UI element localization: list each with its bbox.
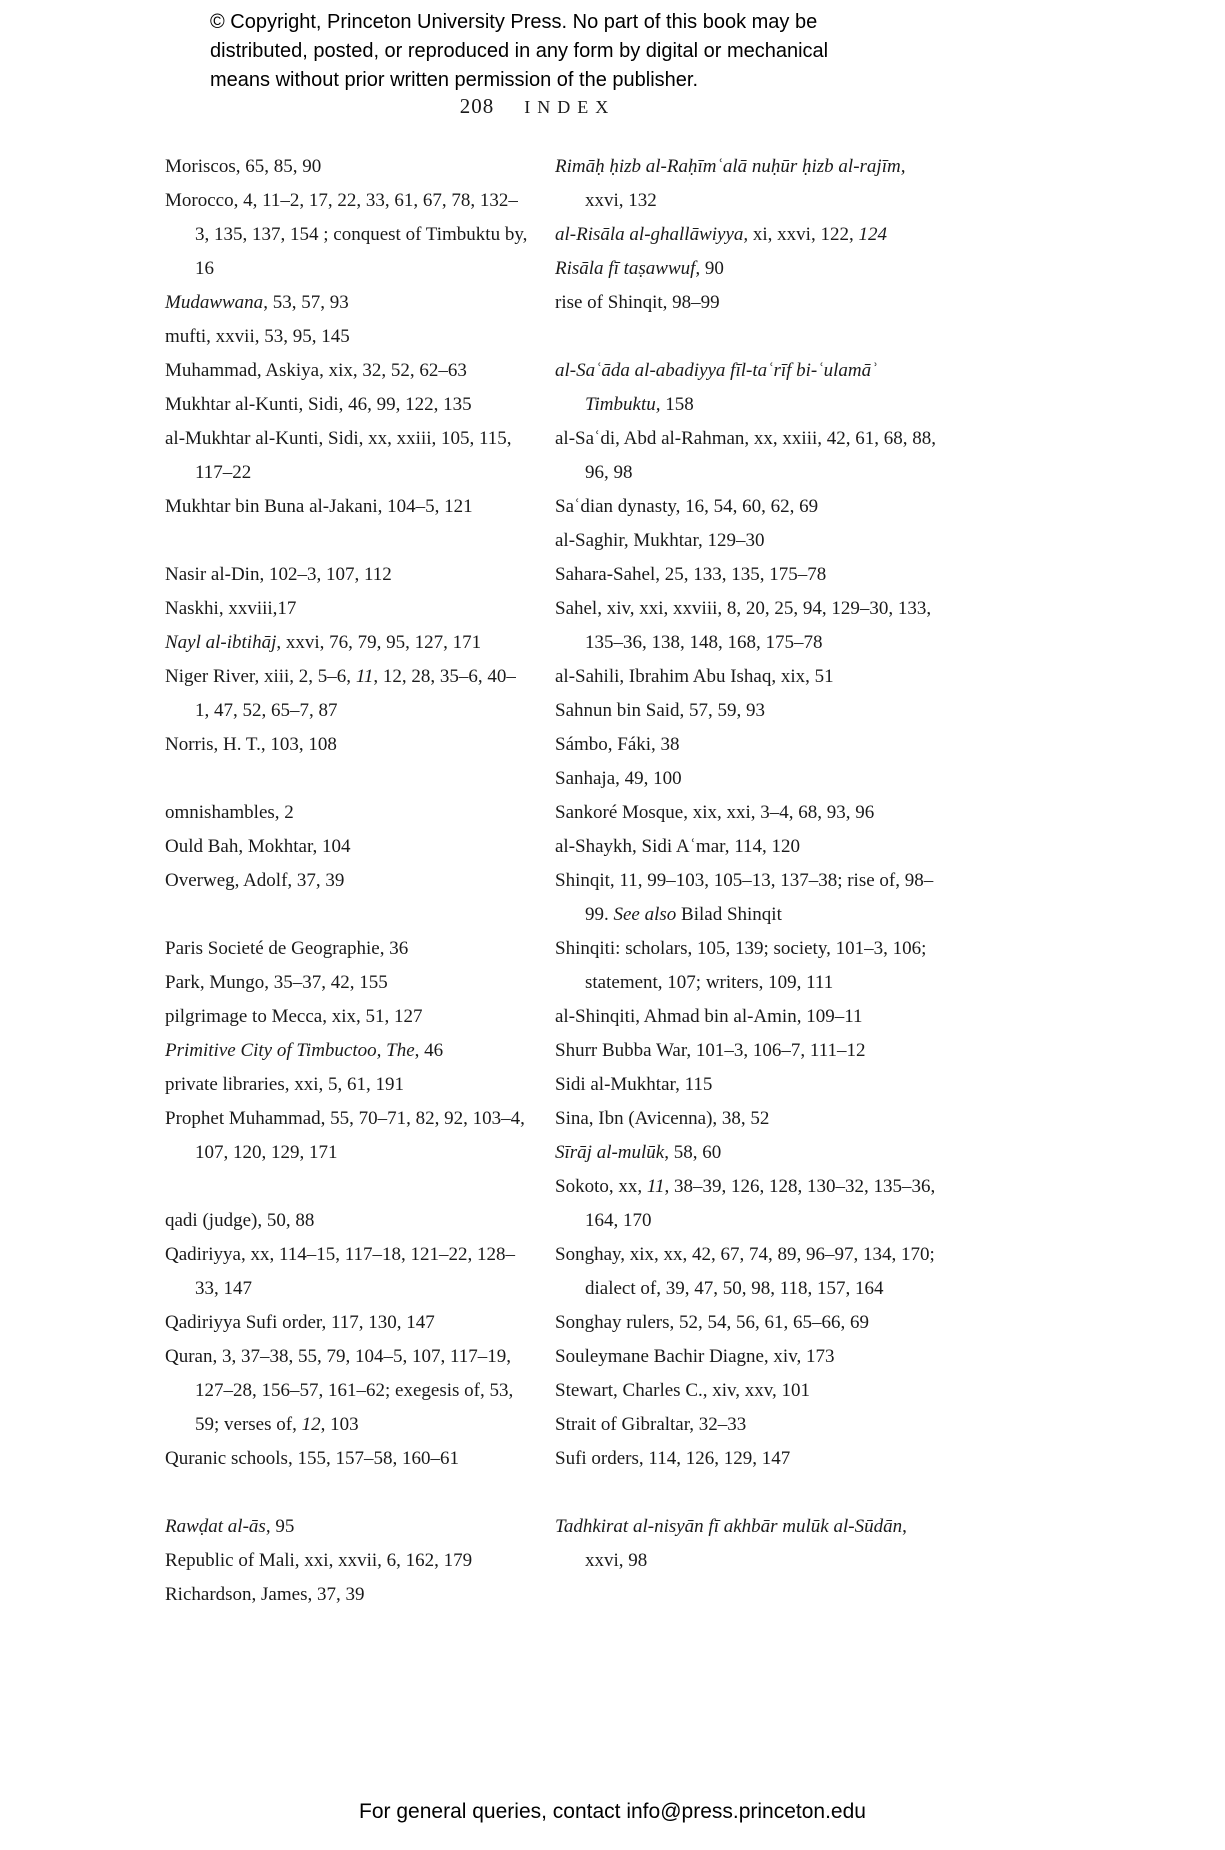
index-entry	[165, 1340, 530, 1442]
index-entry	[555, 1340, 940, 1374]
entry-segment: , 38–39, 126, 128, 130–32, 135–36, 164, 170	[585, 1176, 936, 1231]
copyright-notice	[210, 8, 910, 95]
entry-segment-italic: See also	[613, 904, 677, 925]
entry-segment: Mukhtar al-Kunti, Sidi, 46, 99, 122, 135	[165, 394, 472, 415]
entry-segment: , xxvi, 76, 79, 95, 127, 171	[276, 632, 482, 653]
entry-segment: al-Saʿdi, Abd al-Rahman, xx, xxiii, 42, 61, 68, 88, 96, 98	[555, 428, 937, 483]
entry-segment-italic: Nayl al-ibtihāj	[165, 632, 277, 653]
entry-segment: Richardson, James, 37, 39	[165, 1584, 365, 1605]
index-entry	[165, 1102, 530, 1170]
index-entry	[555, 558, 940, 592]
entry-segment: Naskhi, xxviii,17	[165, 598, 297, 619]
entry-segment: xxvi, 132	[585, 190, 657, 211]
entry-segment: Sidi al-Mukhtar, 115	[555, 1074, 713, 1095]
entry-segment-italic: 11	[355, 666, 374, 687]
index-entry	[555, 830, 940, 864]
entry-segment: Sahnun bin Said, 57, 59, 93	[555, 700, 766, 721]
index-entry	[555, 694, 940, 728]
index-heading: INDEX	[524, 97, 616, 117]
index-entry	[165, 1544, 530, 1578]
index-entry	[555, 1306, 940, 1340]
index-entry	[165, 1442, 530, 1476]
entry-segment: Shurr Bubba War, 101–3, 106–7, 111–12	[555, 1040, 866, 1061]
index-entry	[555, 150, 940, 218]
entry-segment: Qadiriyya Sufi order, 117, 130, 147	[165, 1312, 435, 1333]
index-letter-group	[165, 796, 530, 898]
entry-segment: Park, Mungo, 35–37, 42, 155	[165, 972, 388, 993]
entry-segment: qadi (judge), 50, 88	[165, 1210, 315, 1231]
index-entry	[555, 762, 940, 796]
entry-segment: , 46	[414, 1040, 444, 1061]
entry-segment: mufti, xxvii, 53, 95, 145	[165, 326, 350, 347]
entry-segment: Bilad Shinqit	[676, 904, 782, 925]
entry-segment: Qadiriyya, xx, 114–15, 117–18, 121–22, 128–33, 147	[165, 1244, 516, 1299]
index-entry	[165, 1306, 530, 1340]
entry-segment: , 103	[320, 1414, 359, 1435]
index-letter-group	[165, 932, 530, 1170]
index-entry	[555, 728, 940, 762]
entry-segment-italic: 124	[858, 224, 887, 245]
index-entry	[165, 558, 530, 592]
entry-segment: , 12, 28, 35–6, 40–1, 47, 52, 65–7, 87	[195, 666, 516, 721]
entry-segment: Prophet Muhammad, 55, 70–71, 82, 92, 103–4, 107, 120, 129, 171	[165, 1108, 525, 1163]
entry-segment-italic: Sīrāj al-mulūk	[555, 1142, 665, 1163]
index-entry	[555, 218, 940, 252]
index-letter-group	[555, 1510, 940, 1578]
entry-segment: Quranic schools, 155, 157–58, 160–61	[165, 1448, 459, 1469]
index-entry	[165, 1578, 530, 1612]
index-entry	[165, 966, 530, 1000]
entry-segment: Quran, 3, 37–38, 55, 79, 104–5, 107, 117–19, 127–28, 156–57, 161–62; exegesis of, 53, 59; verses of,	[165, 1346, 514, 1435]
entry-segment: , 95	[265, 1516, 295, 1537]
index-letter-group	[165, 1204, 530, 1476]
index-entry	[555, 490, 940, 524]
entry-segment: Mukhtar bin Buna al-Jakani, 104–5, 121	[165, 496, 473, 517]
index-entry	[165, 286, 530, 320]
entry-segment: pilgrimage to Mecca, xix, 51, 127	[165, 1006, 423, 1027]
index-column-right	[555, 150, 940, 1578]
entry-segment: Morocco, 4, 11–2, 17, 22, 33, 61, 67, 78, 132–3, 135, 137, 154 ; conquest of Timbuktu by, 16	[165, 190, 528, 279]
entry-segment: Sámbo, Fáki, 38	[555, 734, 680, 755]
entry-segment: Sankoré Mosque, xix, xxi, 3–4, 68, 93, 96	[555, 802, 875, 823]
entry-segment: Shinqiti: scholars, 105, 139; society, 101–3, 106; statement, 107; writers, 109, 111	[555, 938, 927, 993]
entry-segment: Souleymane Bachir Diagne, xiv, 173	[555, 1346, 835, 1367]
index-letter-group	[165, 150, 530, 524]
index-letter-group	[555, 354, 940, 1476]
index-entry	[165, 1204, 530, 1238]
running-head	[165, 94, 910, 119]
index-entry	[555, 286, 940, 320]
index-entry	[555, 1442, 940, 1476]
entry-segment-italic: Rimāḥ ḥizb al-Raḥīmʿalā nuḥūr ḥizb al-rajīm,	[555, 156, 906, 177]
copyright-line: means without prior written permission of the publisher.	[210, 69, 699, 91]
index-letter-group	[165, 558, 530, 762]
entry-segment-italic: al-Risāla al-ghallāwiyya,	[555, 224, 749, 245]
entry-segment: Stewart, Charles C., xiv, xxv, 101	[555, 1380, 811, 1401]
entry-segment: Sahel, xiv, xxi, xxviii, 8, 20, 25, 94, 129–30, 133, 135–36, 138, 148, 168, 175–78	[555, 598, 932, 653]
entry-segment: Overweg, Adolf, 37, 39	[165, 870, 345, 891]
index-entry	[165, 388, 530, 422]
index-letter-group	[555, 150, 940, 320]
entry-segment: Ould Bah, Mokhtar, 104	[165, 836, 351, 857]
entry-segment: rise of Shinqit, 98–99	[555, 292, 720, 313]
index-entry	[165, 150, 530, 184]
entry-segment: Niger River, xiii, 2, 5–6,	[165, 666, 356, 687]
index-entry	[165, 184, 530, 286]
entry-segment: Moriscos, 65, 85, 90	[165, 156, 322, 177]
entry-segment: Nasir al-Din, 102–3, 107, 112	[165, 564, 392, 585]
index-letter-group	[165, 1510, 530, 1612]
page-number: 208	[459, 94, 495, 118]
entry-segment: private libraries, xxi, 5, 61, 191	[165, 1074, 405, 1095]
entry-segment: xi, xxvi, 122,	[748, 224, 859, 245]
entry-segment-italic: Risāla fī taṣawwuf,	[555, 258, 701, 279]
entry-segment: Sina, Ibn (Avicenna), 38, 52	[555, 1108, 770, 1129]
entry-segment: Norris, H. T., 103, 108	[165, 734, 337, 755]
entry-segment-italic: al-Saʿāda al-abadiyya fīl-taʿrīf bi-ʿulamāʾ Timbuktu,	[555, 360, 878, 415]
entry-segment: 158	[660, 394, 694, 415]
entry-segment: al-Sahili, Ibrahim Abu Ishaq, xix, 51	[555, 666, 834, 687]
index-entry	[165, 422, 530, 490]
copyright-line: distributed, posted, or reproduced in any form by digital or mechanical	[210, 40, 829, 62]
index-entry	[555, 1034, 940, 1068]
entry-segment: Songhay, xix, xx, 42, 67, 74, 89, 96–97, 134, 170; dialect of, 39, 47, 50, 98, 118, 157, 164	[555, 1244, 935, 1299]
index-entry	[555, 592, 940, 660]
index-entry	[555, 932, 940, 1000]
index-entry	[555, 354, 940, 422]
entry-segment: Republic of Mali, xxi, xxvii, 6, 162, 179	[165, 1550, 473, 1571]
copyright-line: © Copyright, Princeton University Press. No part of this book may be	[210, 11, 818, 33]
index-entry	[165, 1238, 530, 1306]
index-entry	[165, 592, 530, 626]
index-entry	[555, 524, 940, 558]
entry-segment-italic: 12	[301, 1414, 321, 1435]
entry-segment: Shinqit, 11, 99–103, 105–13, 137–38; rise of, 98–99.	[555, 870, 934, 925]
index-entry	[165, 830, 530, 864]
entry-segment-italic: Primitive City of Timbuctoo, The	[165, 1040, 415, 1061]
entry-segment-italic: Mudawwana	[165, 292, 264, 313]
entry-segment: Sanhaja, 49, 100	[555, 768, 682, 789]
footer-queries-note: For general queries, contact info@press.princeton.edu	[359, 1800, 866, 1823]
entry-segment: , 53, 57, 93	[263, 292, 349, 313]
index-entry	[165, 660, 530, 728]
entry-segment: , 58, 60	[664, 1142, 722, 1163]
index-entry	[555, 422, 940, 490]
index-entry	[555, 1102, 940, 1136]
index-entry	[555, 864, 940, 932]
index-entry	[555, 660, 940, 694]
index-entry	[165, 728, 530, 762]
entry-segment: al-Saghir, Mukhtar, 129–30	[555, 530, 765, 551]
index-entry	[555, 1374, 940, 1408]
entry-segment: omnishambles, 2	[165, 802, 294, 823]
entry-segment-italic: Tadhkirat al-nisyān fī akhbār mulūk al-Sūdān	[555, 1516, 903, 1537]
index-entry	[555, 1136, 940, 1170]
index-entry	[555, 1408, 940, 1442]
entry-segment: Saʿdian dynasty, 16, 54, 60, 62, 69	[555, 496, 819, 517]
entry-segment: Sahara-Sahel, 25, 133, 135, 175–78	[555, 564, 827, 585]
index-entry	[555, 1510, 940, 1578]
entry-segment: Sufi orders, 114, 126, 129, 147	[555, 1448, 791, 1469]
entry-segment: Muhammad, Askiya, xix, 32, 52, 62–63	[165, 360, 467, 381]
entry-segment: Songhay rulers, 52, 54, 56, 61, 65–66, 69	[555, 1312, 870, 1333]
index-entry	[165, 320, 530, 354]
index-entry	[165, 796, 530, 830]
entry-segment: , xxvi, 98	[585, 1516, 907, 1571]
entry-segment: al-Mukhtar al-Kunti, Sidi, xx, xxiii, 105, 115, 117–22	[165, 428, 512, 483]
index-entry	[555, 1170, 940, 1238]
index-entry	[165, 1068, 530, 1102]
entry-segment: 90	[700, 258, 724, 279]
index-entry	[165, 626, 530, 660]
entry-segment: Paris Societé de Geographie, 36	[165, 938, 409, 959]
index-entry	[555, 1000, 940, 1034]
index-entry	[555, 252, 940, 286]
index-entry	[165, 1034, 530, 1068]
index-entry	[165, 932, 530, 966]
entry-segment: Sokoto, xx,	[555, 1176, 647, 1197]
index-entry	[165, 354, 530, 388]
index-entry	[555, 1238, 940, 1306]
index-column-left	[165, 150, 530, 1612]
index-entry	[165, 1510, 530, 1544]
index-entry	[555, 1068, 940, 1102]
index-entry	[165, 1000, 530, 1034]
index-entry	[165, 864, 530, 898]
entry-segment: Strait of Gibraltar, 32–33	[555, 1414, 747, 1435]
index-entry	[555, 796, 940, 830]
entry-segment: al-Shaykh, Sidi Aʿmar, 114, 120	[555, 836, 800, 857]
entry-segment-italic: Rawḍat al-ās	[165, 1516, 266, 1537]
index-entry	[165, 490, 530, 524]
entry-segment-italic: 11	[646, 1176, 665, 1197]
entry-segment: al-Shinqiti, Ahmad bin al-Amin, 109–11	[555, 1006, 863, 1027]
